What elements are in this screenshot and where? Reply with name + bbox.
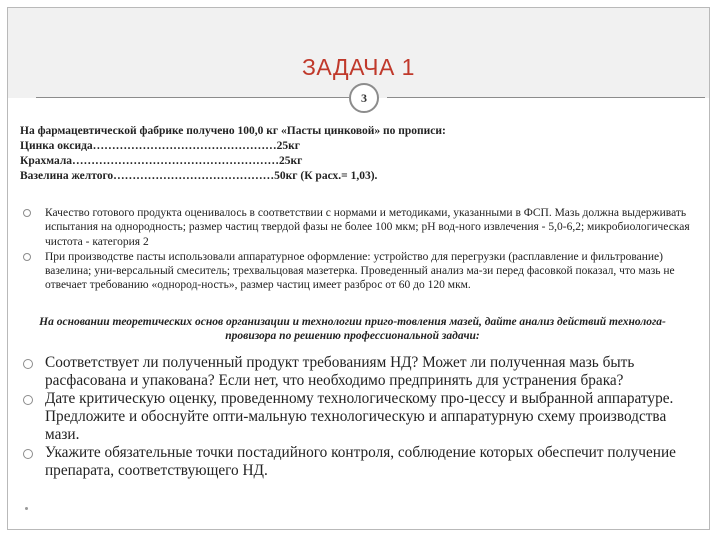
- title-divider-right: [387, 97, 705, 98]
- question-text: Укажите обязательные точки постадийного контроля, соблюдение которых обеспечит получение препарата, соответствующего НД.: [45, 444, 676, 479]
- task-intro: На основании теоретических основ организации и технологии приго-товления мазей, дайте анализ действий технолога-провизора по решению профессиональной задачи:: [39, 316, 666, 342]
- slide-number-badge: 3: [349, 83, 379, 113]
- condition-text: Качество готового продукта оценивалось в соответствии с нормами и методиками, указанными в ФСП. Мазь должна выдерживать испытания на однородность; размер частиц твердой фазы не более 100 мкм; рН вод-ного извлечения - 5,0-6,2; микробиологическая чистота - категория 2: [45, 207, 690, 248]
- question-item: [20, 444, 700, 480]
- bullet-icon: [23, 395, 33, 405]
- condition-item: [20, 250, 700, 293]
- recipe-line: Цинка оксида…………………………………………25кг: [20, 140, 301, 152]
- recipe-line: На фармацевтической фабрике получено 100,0 кг «Пасты цинковой» по прописи:: [20, 125, 446, 137]
- question-item: [20, 354, 700, 390]
- footer-dot: [25, 507, 28, 510]
- bullet-icon: [23, 253, 31, 261]
- condition-item: [20, 206, 700, 249]
- title-divider-left: [36, 97, 349, 98]
- slide-title: ЗАДАЧА 1: [302, 54, 415, 80]
- question-item: [20, 390, 700, 444]
- recipe-block: [20, 124, 690, 184]
- recipe-line: Вазелина желтого……………………………………50кг (К расх.= 1,03).: [20, 170, 378, 182]
- question-text: Дате критическую оценку, проведенному технологическому про-цессу и выбранной аппаратуре. Предложите и обоснуйте опти-мальную технологическую и аппаратурную схему производства мази.: [45, 390, 674, 443]
- conditions-list: [20, 206, 700, 294]
- bullet-icon: [23, 209, 31, 217]
- question-text: Соответствует ли полученный продукт требованиям НД? Может ли полученная мазь быть расфасована и упакована? Если нет, что необходимо предпринять для устранения брака?: [45, 354, 635, 389]
- recipe-line: Крахмала………………………………………………25кг: [20, 155, 303, 167]
- questions-list: [20, 354, 700, 480]
- bullet-icon: [23, 359, 33, 369]
- bullet-icon: [23, 449, 33, 459]
- condition-text: При производстве пасты использовали аппаратурное оформление: устройство для перегрузки (расплавление и фильтрование) вазелина; уни-версальный смеситель; трехвальцовая мазетерка. Проведенный анализ ма-зи перед фасовкой показал, что мазь не отвечает требованию «однород-ность», размер частиц имеет разброс от 60 до 120 мкм.: [45, 250, 675, 292]
